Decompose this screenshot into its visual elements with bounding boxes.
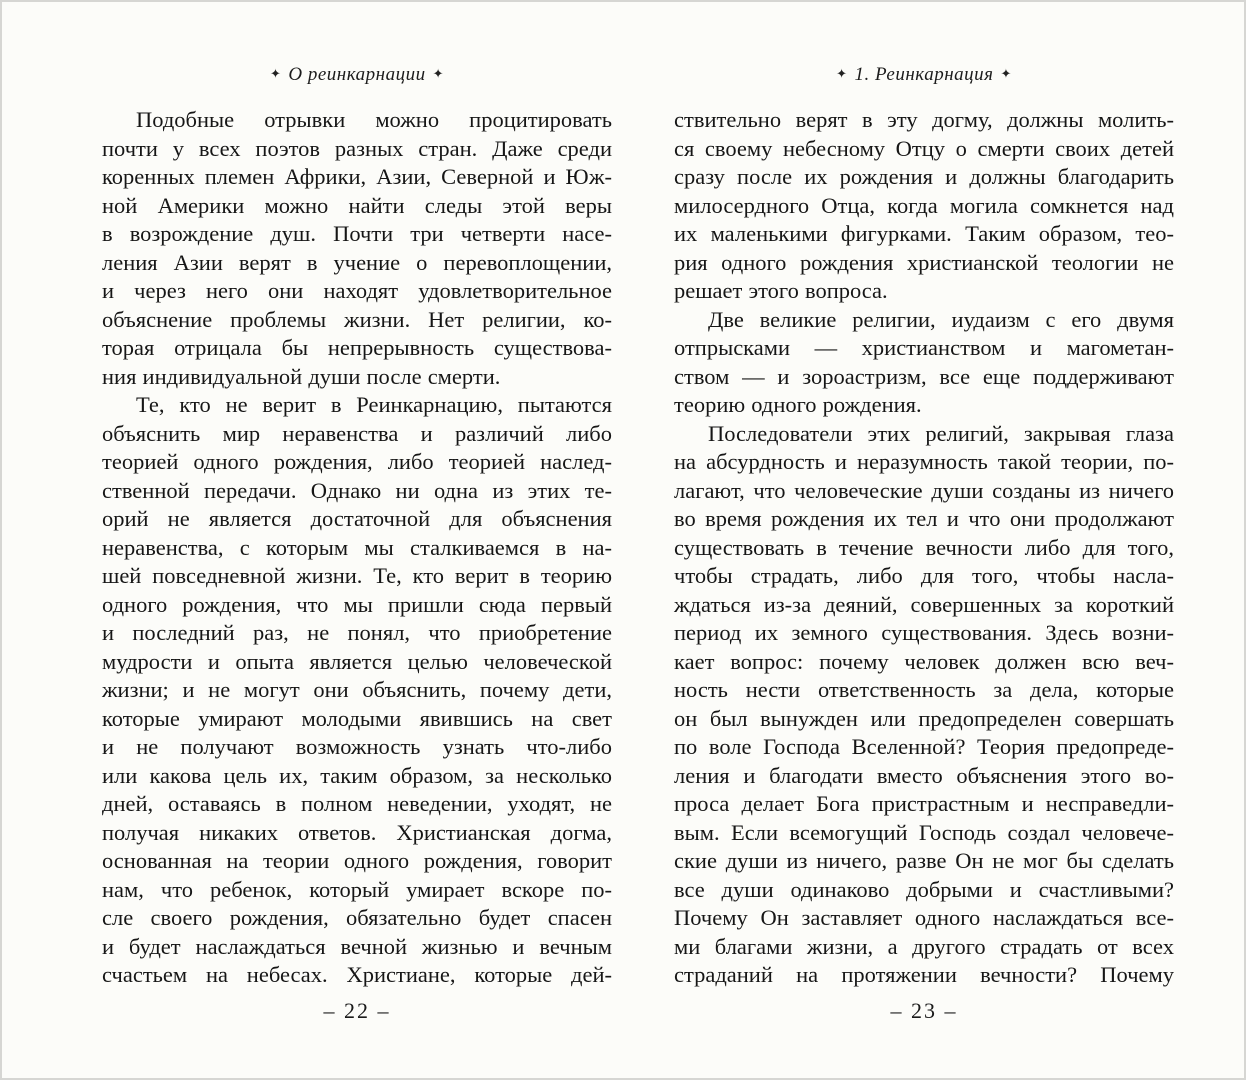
- text-line: и последний раз, не понял, что приобретение: [102, 620, 612, 645]
- text-line: сразу после их рождения и должны благодарить: [674, 164, 1174, 189]
- text-line: нам, что ребенок, который умирает вскоре по-: [102, 876, 612, 902]
- text-line: ность нести ответственность за дела, которые: [674, 677, 1174, 702]
- text-line: шей повседневной жизни. Те, кто верит в теорию: [102, 563, 612, 588]
- text-line: ления Азии верят в учение о перевоплощении,: [102, 249, 612, 275]
- text-line: существовать в течение вечности либо для того,: [674, 534, 1174, 560]
- text-line: ские души из ничего, разве Он не мог бы сделать: [674, 848, 1174, 873]
- text-line: ной Америки можно найти следы этой веры: [102, 192, 612, 218]
- running-header-left: [102, 64, 612, 86]
- text-line: ления и благодати вместо объяснения этого во-: [674, 762, 1174, 788]
- text-line: почти у всех поэтов разных стран. Даже среди: [102, 135, 612, 161]
- text-line: Две великие религии, иудаизм с его двумя: [708, 306, 1174, 332]
- text-line: ственной передачи. Однако ни одна из этих те-: [102, 477, 612, 503]
- text-line: проса делает Бога пристрастным и несправедли-: [674, 791, 1174, 816]
- text-line: ния индивидуальной души после смерти.: [102, 363, 501, 389]
- text-line: Те, кто не верит в Реинкарнацию, пытаются: [136, 392, 612, 417]
- text-line: период их земного существования. Здесь возни-: [674, 620, 1174, 645]
- text-line: по воле Господа Вселенной? Теория предопреде-: [674, 734, 1174, 759]
- text-line: ствительно верят в эту догму, должны молить-: [674, 107, 1174, 132]
- text-line: страданий на протяжении вечности? Почему: [674, 962, 1174, 987]
- text-line: ся своему небесному Отцу о смерти своих детей: [674, 135, 1174, 161]
- text-line: в возрождение душ. Почти три четверти насе-: [102, 221, 612, 246]
- text-line: ми благами жизни, а другого страдать от всех: [674, 933, 1174, 959]
- text-line: сле своего рождения, обязательно будет спасен: [102, 905, 612, 930]
- text-line: орий не является достаточной для объяснения: [102, 506, 612, 531]
- text-line: торая отрицала бы непрерывность существова-: [102, 335, 612, 360]
- text-line: отпрысками — христианством и магометан-: [674, 335, 1174, 360]
- text-line: их маленькими фигурками. Таким образом, тео-: [674, 221, 1174, 246]
- text-line: основанная на теории одного рождения, говорит: [102, 848, 612, 873]
- text-line: неравенства, с которым мы сталкиваемся в на-: [102, 534, 612, 560]
- text-line: и через него они находят удовлетворительное: [102, 278, 612, 303]
- text-line: теорией одного рождения, либо теорией наслед-: [102, 449, 612, 474]
- text-line: теорию одного рождения.: [674, 392, 922, 417]
- text-line: одного рождения, что мы пришли сюда первый: [102, 591, 612, 617]
- page-left: [102, 2, 612, 1080]
- ornament-icon: ✦: [432, 66, 444, 81]
- body-text-left: [102, 106, 612, 990]
- text-line: вым. Если всемогущий Господь создал человече-: [674, 819, 1174, 845]
- text-line: жизни; и не могут они объяснить, почему дети,: [102, 677, 612, 702]
- text-line: во время рождения их тел и что они продолжают: [674, 506, 1174, 531]
- text-line: Подобные отрывки можно процитировать: [136, 107, 612, 132]
- text-line: объяснить мир неравенства и различий либо: [102, 420, 612, 446]
- text-line: получая никаких ответов. Христианская догма,: [102, 819, 612, 845]
- text-line: счастьем на небесах. Христиане, которые дей-: [102, 962, 612, 987]
- text-line: и будет наслаждаться вечной жизнью и вечным: [102, 933, 612, 959]
- text-line: решает этого вопроса.: [674, 278, 888, 303]
- running-header-right: [674, 64, 1174, 86]
- text-line: дней, оставаясь в полном неведении, уходят, не: [102, 791, 612, 816]
- text-line: на абсурдность и неразумность такой теории, по-: [674, 449, 1174, 474]
- text-line: ждаться из-за деяний, совершенных за короткий: [674, 591, 1174, 617]
- text-line: которые умирают молодыми явившись на свет: [102, 705, 612, 731]
- text-line: ством — и зороастризм, все еще поддерживают: [674, 363, 1174, 389]
- text-line: все души одинаково добрыми и счастливыми?: [674, 876, 1174, 902]
- page-number-left: – 22 –: [323, 998, 391, 1023]
- ornament-icon: ✦: [836, 66, 848, 81]
- text-line: и не получают возможность узнать что-либо: [102, 734, 612, 759]
- ornament-icon: ✦: [270, 66, 282, 81]
- text-line: или какова цель их, таким образом, за несколько: [102, 762, 612, 788]
- text-line: кает вопрос: почему человек должен всю веч-: [674, 648, 1174, 674]
- body-text-right: [674, 106, 1174, 990]
- text-line: Почему Он заставляет одного наслаждаться все-: [674, 905, 1174, 930]
- text-line: Последователи этих религий, закрывая глаза: [708, 420, 1174, 446]
- text-line: милосердного Отца, когда могила сомкнется над: [674, 192, 1174, 218]
- text-line: он был вынужден или предопределен совершать: [674, 705, 1174, 731]
- page-number-right: – 23 –: [890, 998, 958, 1023]
- text-line: рия одного рождения христианской теологии не: [674, 249, 1174, 275]
- running-header-text: 1. Реинкарнация: [854, 64, 994, 85]
- text-line: чтобы страдать, либо для того, чтобы насла-: [674, 563, 1174, 588]
- text-line: мудрости и опыта является целью человеческой: [102, 648, 612, 674]
- ornament-icon: ✦: [1000, 66, 1012, 81]
- page-right: [674, 2, 1174, 1080]
- text-line: коренных племен Африки, Азии, Северной и Юж-: [102, 164, 612, 189]
- running-header-text: О реинкарнации: [288, 64, 426, 85]
- text-line: лагают, что человеческие души созданы из ничего: [674, 477, 1174, 503]
- text-line: объяснение проблемы жизни. Нет религии, ко-: [102, 306, 612, 332]
